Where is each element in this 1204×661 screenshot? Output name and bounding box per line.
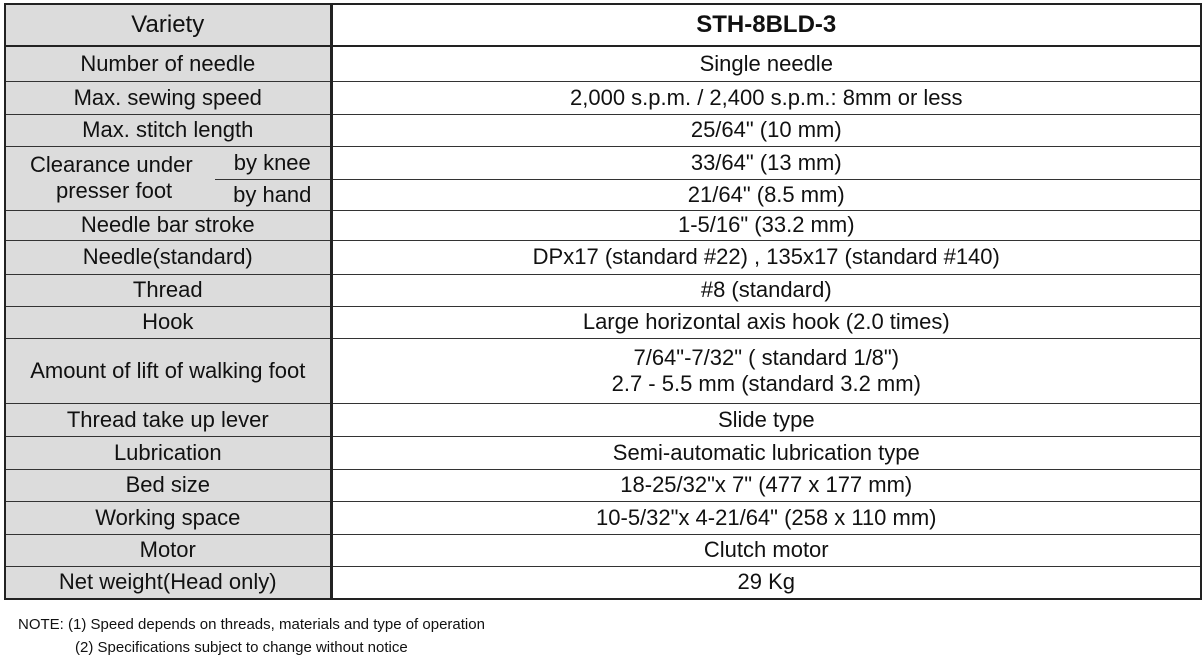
table-row: [5, 210, 1201, 240]
table-row: [5, 240, 1201, 274]
table-row: [5, 306, 1201, 338]
table-row: [5, 46, 1201, 81]
table-row: [5, 501, 1201, 534]
row-label: Working space: [5, 501, 331, 534]
clearance-hand-value: 21/64" (8.5 mm): [331, 179, 1201, 210]
clearance-knee-label: by knee: [215, 146, 331, 179]
walking-foot-value-line1: 7/64"-7/32" ( standard 1/8"): [633, 344, 900, 370]
table-row: [5, 436, 1201, 469]
row-label: Number of needle: [5, 46, 331, 81]
table-row: [5, 338, 1201, 403]
spec-sheet: [4, 3, 1200, 600]
walking-foot-value-line2: 2.7 - 5.5 mm (standard 3.2 mm): [611, 370, 921, 396]
table-row: [5, 146, 1201, 179]
table-row: [5, 566, 1201, 599]
footnotes: [18, 613, 485, 659]
header-label: Variety: [5, 4, 331, 46]
row-label: Lubrication: [5, 436, 331, 469]
walking-foot-value: [331, 338, 1201, 403]
row-value: 10-5/32"x 4-21/64" (258 x 110 mm): [331, 501, 1201, 534]
table-row: [5, 274, 1201, 306]
row-value: Large horizontal axis hook (2.0 times): [331, 306, 1201, 338]
note-line-1: NOTE: (1) Speed depends on threads, materials and type of operation: [18, 616, 485, 633]
row-value: Clutch motor: [331, 534, 1201, 566]
table-row: [5, 469, 1201, 501]
table-row: [5, 81, 1201, 114]
row-value: 29 Kg: [331, 566, 1201, 599]
table-row: [5, 534, 1201, 566]
row-value: 25/64" (10 mm): [331, 114, 1201, 146]
row-value: Semi-automatic lubrication type: [331, 436, 1201, 469]
row-value: DPx17 (standard #22) , 135x17 (standard #140): [331, 240, 1201, 274]
row-value: Single needle: [331, 46, 1201, 81]
row-value: 2,000 s.p.m. / 2,400 s.p.m.: 8mm or less: [331, 81, 1201, 114]
row-value: 18-25/32"x 7" (477 x 177 mm): [331, 469, 1201, 501]
row-label: Thread: [5, 274, 331, 306]
clearance-label: [5, 146, 215, 210]
clearance-label-line1: Clearance under: [30, 152, 193, 177]
row-label: Max. sewing speed: [5, 81, 331, 114]
row-value: #8 (standard): [331, 274, 1201, 306]
clearance-hand-label: by hand: [215, 179, 331, 210]
row-label: Max. stitch length: [5, 114, 331, 146]
table-row: [5, 403, 1201, 436]
row-value: 1-5/16" (33.2 mm): [331, 210, 1201, 240]
spec-table: [4, 3, 1202, 600]
row-label: Bed size: [5, 469, 331, 501]
clearance-label-line2: presser foot: [56, 178, 173, 203]
row-label: Needle bar stroke: [5, 210, 331, 240]
row-label: Amount of lift of walking foot: [5, 338, 331, 403]
row-label: Hook: [5, 306, 331, 338]
header-model: STH-8BLD-3: [331, 4, 1201, 46]
table-row: [5, 114, 1201, 146]
row-label: Net weight(Head only): [5, 566, 331, 599]
row-label: Thread take up lever: [5, 403, 331, 436]
table-header-row: [5, 4, 1201, 46]
row-value: Slide type: [331, 403, 1201, 436]
clearance-knee-value: 33/64" (13 mm): [331, 146, 1201, 179]
note-line-2: (2) Specifications subject to change without notice: [75, 639, 408, 656]
row-label: Needle(standard): [5, 240, 331, 274]
row-label: Motor: [5, 534, 331, 566]
